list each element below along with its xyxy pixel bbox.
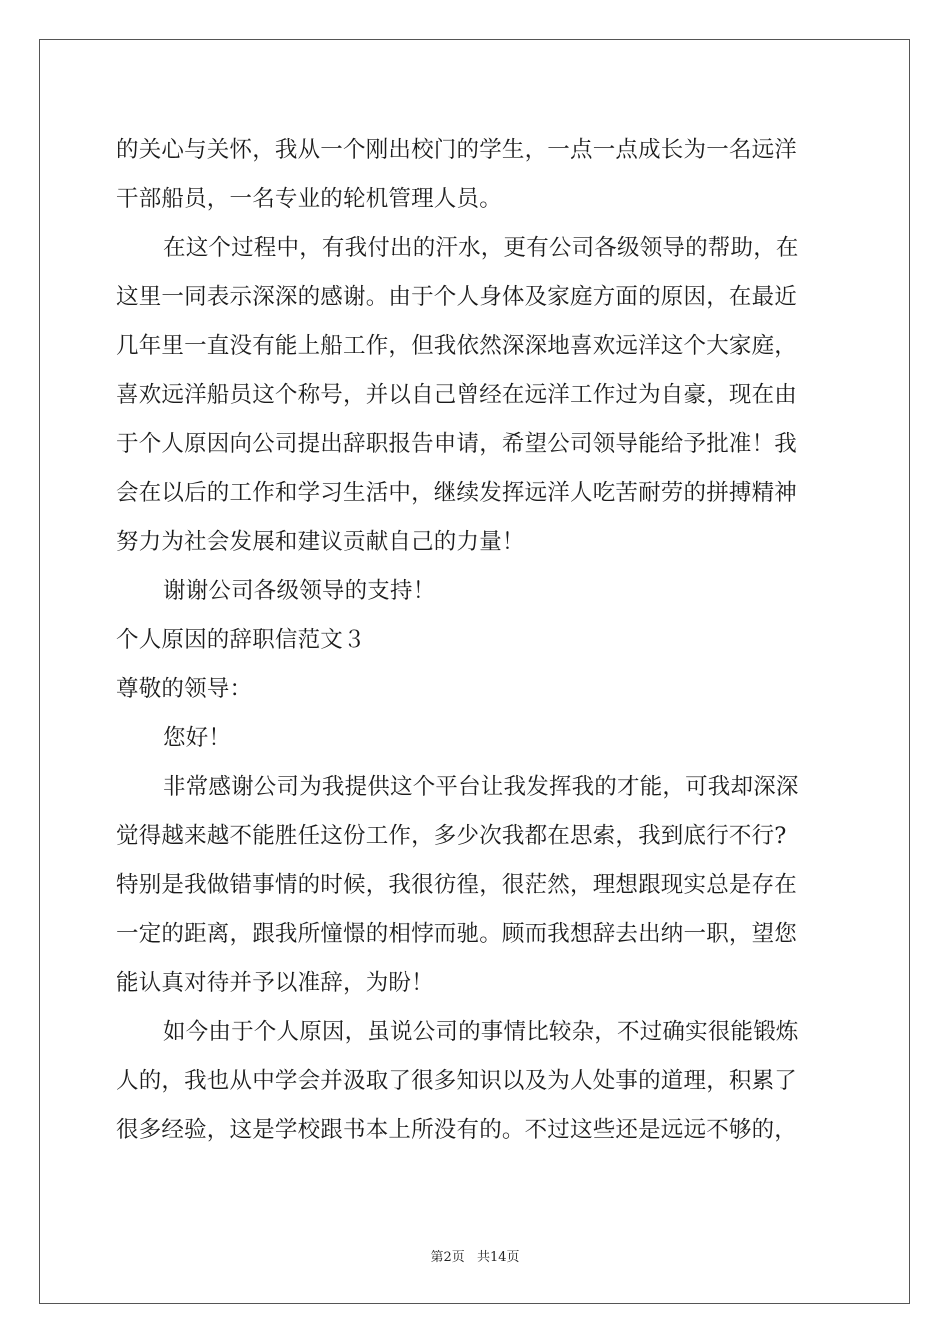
section-heading: 个人原因的辞职信范文３ bbox=[116, 627, 366, 653]
page-total: 共14页 bbox=[476, 1250, 520, 1265]
text-line: 特别是我做错事情的时候，我很彷徨，很茫然，理想跟现实总是存在 bbox=[116, 872, 798, 898]
text-line: 觉得越来越不能胜任这份工作，多少次我都在思索，我到底行不行? bbox=[116, 823, 787, 849]
text-line: 于个人原因向公司提出辞职报告申请，希望公司领导能给予批准！我 bbox=[116, 431, 798, 457]
text-line: 会在以后的工作和学习生活中，继续发挥远洋人吃苦耐劳的拼搏精神 bbox=[116, 480, 798, 506]
paragraph-start: 非常感谢公司为我提供这个平台让我发挥我的才能，可我却深深 bbox=[163, 774, 799, 800]
text-line: 能认真对待并予以准辞，为盼！ bbox=[116, 970, 434, 996]
text-line: 一定的距离，跟我所憧憬的相悖而驰。顾而我想辞去出纳一职，望您 bbox=[116, 921, 798, 947]
text-line: 努力为社会发展和建议贡献自己的力量！ bbox=[116, 529, 525, 555]
text-line: 很多经验，这是学校跟书本上所没有的。不过这些还是远远不够的， bbox=[116, 1117, 798, 1143]
paragraph-start: 在这个过程中，有我付出的汗水，更有公司各级领导的帮助，在 bbox=[163, 235, 799, 261]
closing-thanks: 谢谢公司各级领导的支持！ bbox=[163, 578, 436, 604]
page-number: 第2页 bbox=[430, 1250, 465, 1265]
text-line: 几年里一直没有能上船工作，但我依然深深地喜欢远洋这个大家庭， bbox=[116, 333, 798, 359]
paragraph-start: 如今由于个人原因，虽说公司的事情比较杂，不过确实很能锻炼 bbox=[163, 1019, 799, 1045]
text-line: 喜欢远洋船员这个称号，并以自己曾经在远洋工作过为自豪，现在由 bbox=[116, 382, 798, 408]
document-body bbox=[116, 126, 834, 1155]
text-line: 人的，我也从中学会并汲取了很多知识以及为人处事的道理，积累了 bbox=[116, 1068, 798, 1094]
text-line: 的关心与关怀，我从一个刚出校门的学生，一点一点成长为一名远洋 bbox=[116, 137, 798, 163]
page-footer bbox=[0, 1246, 950, 1265]
greeting: 您好！ bbox=[163, 725, 232, 751]
text-line: 干部船员，一名专业的轮机管理人员。 bbox=[116, 186, 502, 212]
salutation: 尊敬的领导： bbox=[116, 676, 253, 702]
text-line: 这里一同表示深深的感谢。由于个人身体及家庭方面的原因，在最近 bbox=[116, 284, 798, 310]
